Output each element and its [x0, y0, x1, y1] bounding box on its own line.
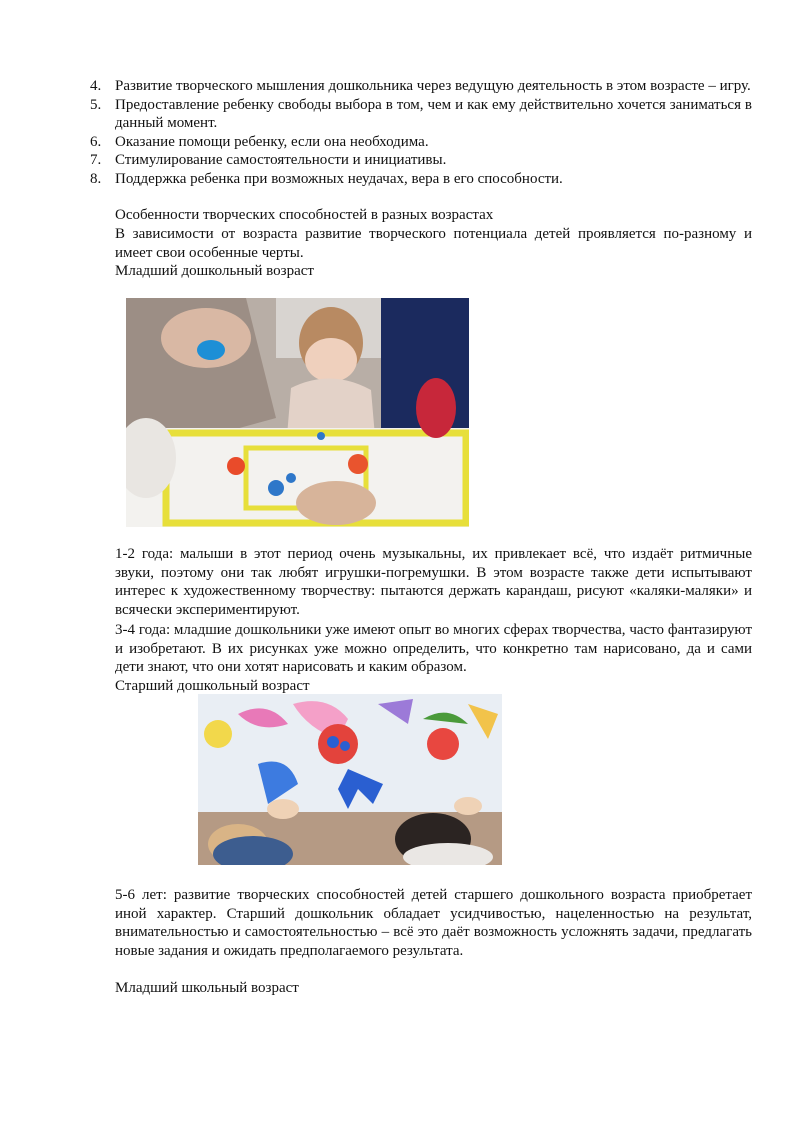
age-1-2-paragraph: 1-2 года: малыши в этот период очень музыкальны, их привлекает всё, что издаёт ритмичные звуки, поэтому они так любят игрушки-погремушки. В этом возрасте также дети испытывают интерес к художественному творчеству: пытаются держать карандаш, рисуют «каляки-маляки» и всячески экспериментируют.: [115, 546, 752, 618]
list-text: Развитие творческого мышления дошкольника через ведущую деятельность в этом возрасте – игру.: [115, 78, 751, 94]
list-item: [90, 133, 752, 152]
section-heading: Особенности творческих способностей в разных возрастах: [115, 207, 494, 223]
junior-school-heading: Младший школьный возраст: [115, 980, 299, 996]
list-number: 5.: [90, 96, 102, 113]
age-3-4-paragraph: 3-4 года: младшие дошкольники уже имеют опыт во многих сферах творчества, часто фантазируют и изобретают. В их рисунках уже можно определить, что конкретно там нарисовано, да и сами дети знают, что они хотят нарисовать и каким образом.: [115, 622, 752, 675]
list-item: [90, 170, 752, 189]
list-item: [90, 151, 752, 170]
junior-preschool-heading: Младший дошкольный возраст: [115, 263, 314, 279]
numbered-list: [90, 77, 752, 188]
intro-paragraph: В зависимости от возраста развитие творческого потенциала детей проявляется по-разному и имеет свои особенные черты.: [115, 226, 752, 261]
list-item: [90, 96, 752, 133]
toddler-painting-photo: [126, 298, 469, 527]
list-text: Поддержка ребенка при возможных неудачах, вера в его способности.: [115, 170, 563, 187]
senior-preschool-heading: Старший дошкольный возраст: [115, 678, 310, 694]
list-number: 7.: [90, 152, 102, 168]
list-text: Оказание помощи ребенку, если она необходима.: [115, 133, 429, 150]
list-text: Предоставление ребенку свободы выбора в том, чем и как ему действительно хочется заниматься в данный момент.: [115, 96, 752, 131]
age-5-6-paragraph: 5-6 лет: развитие творческих способностей детей старшего дошкольного возраста приобретает иной характер. Старший дошкольник обладает усидчивостью, нацеленностью на результат, внимательностью и самостоятельностью – всё это даёт возможность усложнять задачи, предлагать новые задания и ожидать предполагаемого результата.: [115, 887, 752, 959]
children-painting-photo: [198, 694, 502, 865]
list-text: Стимулирование самостоятельности и инициативы.: [115, 152, 447, 168]
list-number: 4.: [90, 78, 102, 94]
list-item: [90, 77, 752, 96]
list-number: 6.: [90, 133, 102, 150]
list-number: 8.: [90, 170, 102, 187]
